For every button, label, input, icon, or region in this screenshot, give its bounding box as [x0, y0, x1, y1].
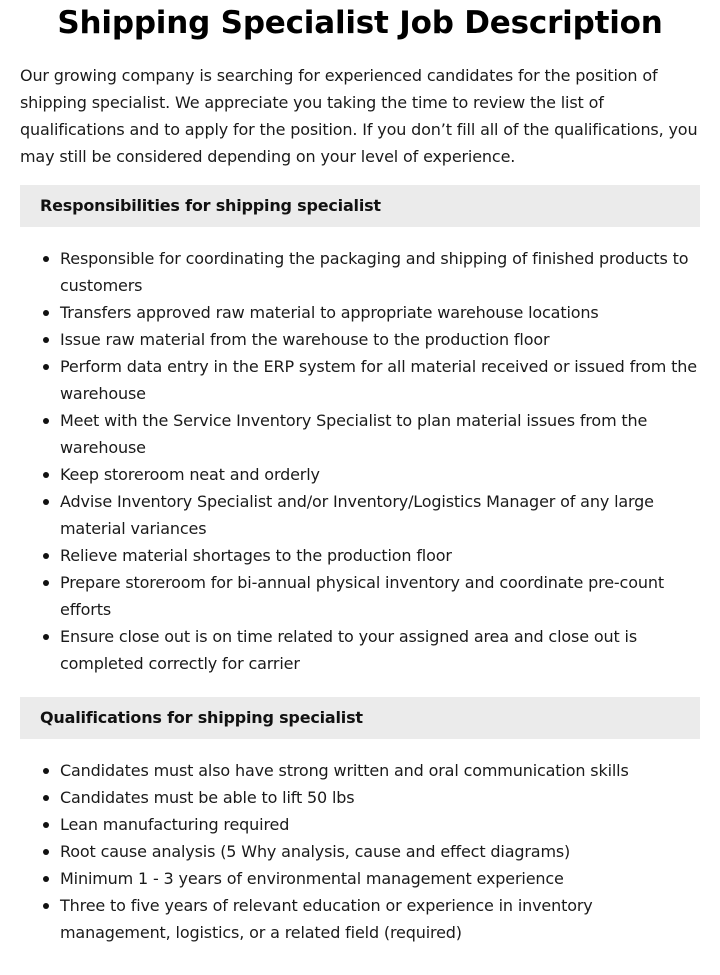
list-item: Candidates must be able to lift 50 lbs	[60, 784, 700, 811]
intro-paragraph: Our growing company is searching for experienced candidates for the position of shipping specialist. We appreciate you taking the time to review the list of qualifications and to apply for the position. If you don’t fill all of the qualifications, you may still be considered depending on your level of experience.	[20, 66, 698, 166]
list-item: Three to five years of relevant education or experience in inventory management, logistics, or a related field (required)	[60, 892, 700, 946]
list-item: Issue raw material from the warehouse to the production floor	[60, 326, 700, 353]
list-item: Prepare storeroom for bi-annual physical inventory and coordinate pre-count efforts	[60, 569, 700, 623]
list-item: Transfers approved raw material to appropriate warehouse locations	[60, 299, 700, 326]
responsibilities-heading: Responsibilities for shipping specialist	[20, 185, 700, 227]
list-item: Lean manufacturing required	[60, 811, 700, 838]
page-title: Shipping Specialist Job Description	[57, 5, 663, 41]
list-item: Keep storeroom neat and orderly	[60, 461, 700, 488]
qualifications-list	[20, 757, 700, 946]
list-item: Perform data entry in the ERP system for all material received or issued from the warehouse	[60, 353, 700, 407]
list-item: Root cause analysis (5 Why analysis, cause and effect diagrams)	[60, 838, 700, 865]
list-item: Advise Inventory Specialist and/or Inventory/Logistics Manager of any large material variances	[60, 488, 700, 542]
list-item: Ensure close out is on time related to your assigned area and close out is completed correctly for carrier	[60, 623, 700, 677]
list-item: Relieve material shortages to the production floor	[60, 542, 700, 569]
list-item: Meet with the Service Inventory Specialist to plan material issues from the warehouse	[60, 407, 700, 461]
list-item: Responsible for coordinating the packaging and shipping of finished products to customers	[60, 245, 700, 299]
list-item: Candidates must also have strong written and oral communication skills	[60, 757, 700, 784]
responsibilities-list	[20, 245, 700, 677]
list-item: Minimum 1 - 3 years of environmental management experience	[60, 865, 700, 892]
qualifications-heading: Qualifications for shipping specialist	[20, 697, 700, 739]
